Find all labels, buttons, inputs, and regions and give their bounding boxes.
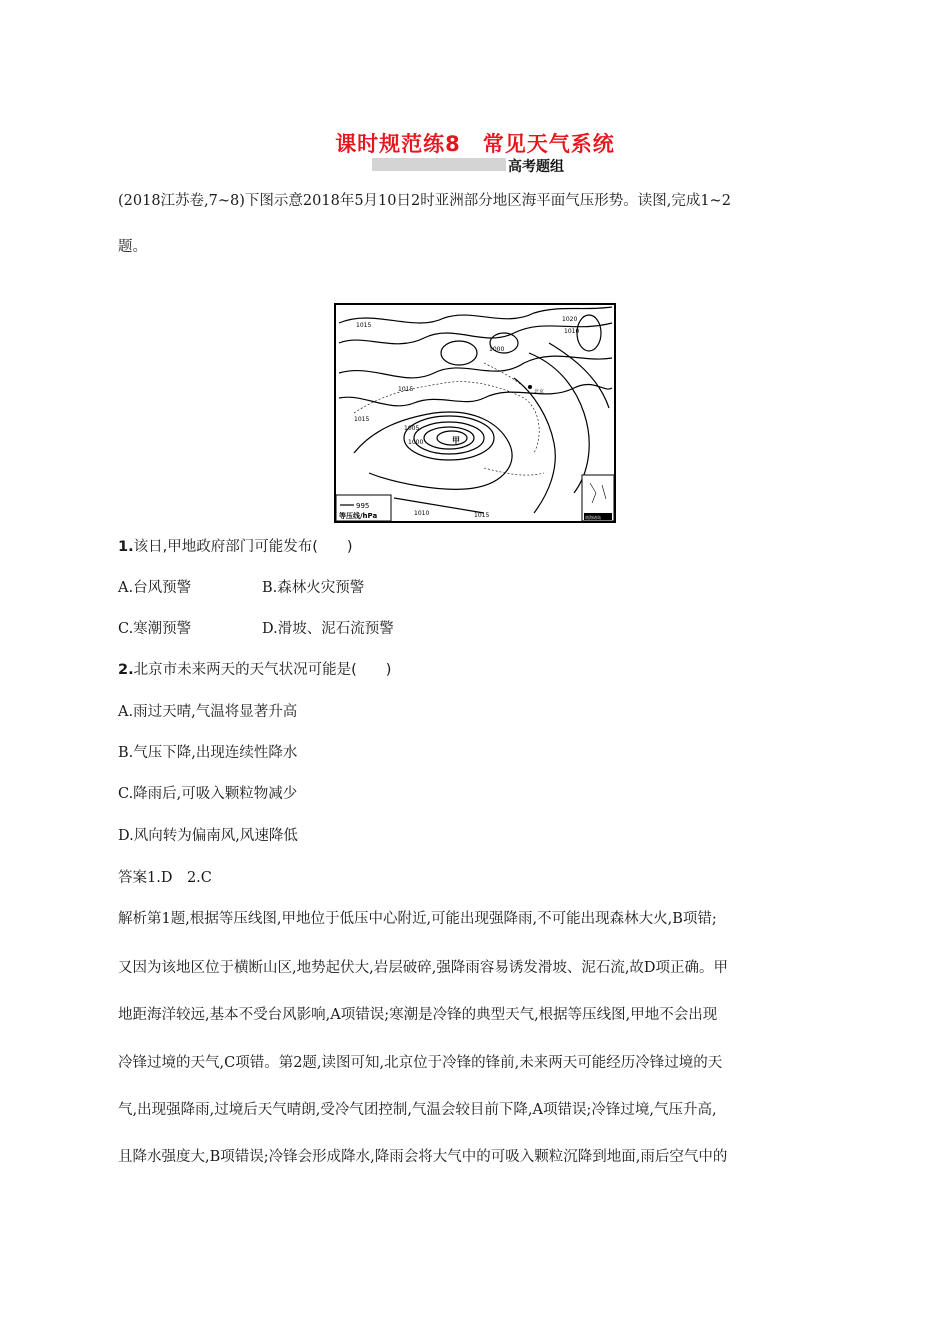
south-sea-inset bbox=[582, 475, 614, 521]
analysis-line-4: 冷锋过境的天气,C项错。第2题,读图可知,北京位于冷锋的锋前,未来两天可能经历冷锋过境的天 bbox=[118, 1055, 723, 1071]
q2-option-d: D.风向转为偏南风,风速降低 bbox=[118, 828, 298, 844]
map-label-jia: 甲 bbox=[452, 436, 460, 445]
map-label-beijing: 北京 bbox=[534, 389, 545, 395]
subtitle-bar bbox=[372, 158, 506, 171]
analysis-line-1: 解析第1题,根据等压线图,甲地位于低压中心附近,可能出现强降雨,不可能出现森林大火,B项错; bbox=[118, 911, 717, 927]
question-1-stem: 该日,甲地政府部门可能发布( ) bbox=[133, 539, 353, 555]
analysis-line-2: 又因为该地区位于横断山区,地势起伏大,岩层破碎,强降雨容易诱发滑坡、泥石流,故D项正确。甲 bbox=[118, 960, 729, 976]
map-label-1015-c: 1015 bbox=[354, 416, 370, 423]
question-2-number: 2. bbox=[118, 662, 134, 678]
answer-line: 答案1.D 2.C bbox=[118, 870, 212, 886]
q1-option-c: C.寒潮预警 bbox=[118, 621, 192, 637]
map-label-1020: 1020 bbox=[562, 316, 578, 323]
q2-option-c: C.降雨后,可吸入颗粒物减少 bbox=[118, 786, 298, 802]
q2-option-b: B.气压下降,出现连续性降水 bbox=[118, 745, 298, 761]
isobar-map bbox=[334, 303, 616, 523]
page-title: 课时规范练8 常见天气系统 bbox=[335, 132, 615, 156]
analysis-line-6: 且降水强度大,B项错误;冷锋会形成降水,降雨会将大气中的可吸入颗粒沉降到地面,雨后空气中的 bbox=[118, 1149, 728, 1165]
question-1 bbox=[118, 537, 353, 557]
map-label-1015-a: 1015 bbox=[356, 322, 372, 329]
question-1-number: 1. bbox=[118, 539, 134, 555]
intro-line-2: 题。 bbox=[118, 239, 147, 255]
map-label-1000-b: 1000 bbox=[489, 346, 505, 353]
legend-value: 995 bbox=[356, 502, 370, 510]
section-subtitle: 高考题组 bbox=[508, 159, 564, 175]
map-label-1015-d: 1015 bbox=[474, 512, 490, 519]
q1-option-b: B.森林火灾预警 bbox=[262, 580, 365, 596]
intro-line-1: (2018江苏卷,7~8)下图示意2018年5月10日2时亚洲部分地区海平面气压形势。读图,完成1~2 bbox=[118, 193, 731, 209]
beijing-marker bbox=[528, 385, 532, 389]
q1-option-d: D.滑坡、泥石流预警 bbox=[262, 621, 394, 637]
map-label-1010-b: 1010 bbox=[564, 328, 580, 335]
q2-option-a: A.雨过天晴,气温将显著升高 bbox=[118, 704, 298, 720]
question-2 bbox=[118, 660, 391, 680]
map-label-1000: 1000 bbox=[408, 439, 424, 446]
map-label-1005: 1005 bbox=[404, 425, 420, 432]
analysis-line-5: 气,出现强降雨,过境后天气晴朗,受冷气团控制,气温会较目前下降,A项错误;冷锋过境,气压升高, bbox=[118, 1102, 717, 1118]
map-label-1015-b: 1015 bbox=[398, 386, 414, 393]
map-legend bbox=[336, 495, 391, 521]
map-label-1010: 1010 bbox=[414, 510, 430, 517]
q1-option-a: A.台风预警 bbox=[118, 580, 192, 596]
legend-caption: 等压线/hPa bbox=[339, 512, 378, 520]
analysis-line-3: 地距海洋较远,基本不受台风影响,A项错误;寒潮是冷锋的典型天气,根据等压线图,甲地不会出现 bbox=[118, 1007, 718, 1023]
inset-label: 南海诸岛 bbox=[585, 515, 601, 520]
question-2-stem: 北京市未来两天的天气状况可能是( ) bbox=[133, 662, 392, 678]
